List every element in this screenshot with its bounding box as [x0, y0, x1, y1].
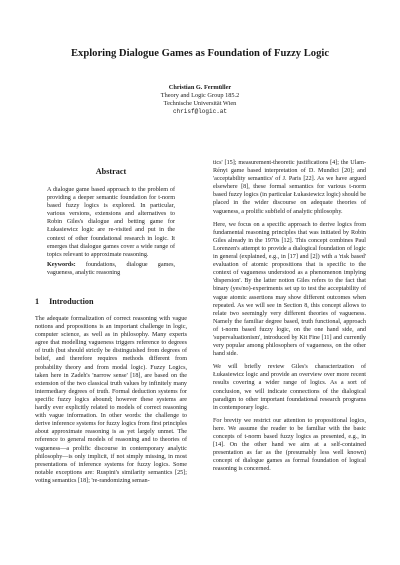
- abstract-text: A dialogue game based approach to the problem of providing a deeper semantic foundation for t-norm based fuzzy logics is explored. In particular, various versions, extensions and alternatives to Robin Giles's dialogue and betting game for Łukasiewicz logic are re-visited and put in the context of other foundational research in logic. It emerges that dialogue games cover a wide range of topics relevant to approximate reasoning.: [47, 187, 175, 258]
- keywords-label: Keywords:: [47, 261, 76, 268]
- section-title: Introduction: [49, 297, 94, 306]
- introduction-paragraph: The adequate formalization of correct reasoning with vague notions and propositions is an important challenge in logic, computer science, as well as in philosophy. Many experts agree that modelling vagueness triggers reference to degrees of truth (but should strictly be distinguished from degrees of belief, and therefore requires methods different from probability theory and from modal logic). Fuzzy Logics, taken here in Zadeh's 'narrow sense' [18], are based on the extension of the two classical truth values by infinitely many intermediary degrees of truth. Formal deduction systems for specific fuzzy logics abound; however these systems are hardly ever explicitly related to models of correct reasoning with vague information. In other words: the challenge to derive inference systems for fuzzy logics from first principles about approximate reasoning is as yet largely unmet. The reference to general models of reasoning and to theories of vagueness—a prolific discourse in contemporary analytic philosophy—is only implicit, if not simply missing, in most presentations of inference systems for fuzzy logics. Some notable exceptions are: Ruspini's similarity semantics [25]; voting semantics [18]; 're-randomizing seman-: [35, 316, 187, 484]
- right-column: [213, 159, 366, 478]
- right-paragraph-1: tics' [15]; measurement-theoretic justifications [4]; the Ulam-Rényi game based interpretation of D. Mundici [20]; and 'acceptability semantics' of J. Paris [22]. As we have argued elsewhere [8], these formal semantics for various t-norm based fuzzy logics (in particular Łukasiewicz logic) should be placed in the wider discourse on adequate theories of vagueness, a prolific subfield of analytic philosophy.: [213, 160, 366, 215]
- section-heading-introduction: [35, 297, 94, 306]
- abstract-heading: Abstract: [95, 167, 127, 176]
- affiliation-group: Theory and Logic Group 185.2: [160, 92, 240, 100]
- author-email: chrisf@logic.at: [172, 108, 227, 116]
- paper-title: Exploring Dialogue Games as Foundation of Fuzzy Logic: [70, 48, 330, 59]
- affiliation-university: Technische Universität Wien: [163, 100, 237, 108]
- keywords-text: foundations, dialogue games, vagueness, analytic reasoning: [47, 261, 175, 276]
- section-number: 1: [35, 297, 40, 306]
- author-block: [100, 84, 300, 116]
- keywords-line: [47, 261, 175, 277]
- introduction-body: [35, 315, 187, 485]
- author-name: Christian G. Fermüller: [168, 84, 232, 91]
- right-paragraph-2: Here, we focus on a specific approach to derive logics from fundamental reasoning principles that was initiated by Robin Giles already in the 1970s [12]. This concept combines Paul Lorenzen's attempt to provide a dialogical foundation of logic in general (explained, e.g., in [17] and [2]) with a 'risk based' evaluation of atomic propositions that is specific to the context of vagueness understood as a phenomenon implying 'dispersion'. By the latter notion Giles refers to the fact that binary (yes/no)-experiments set up to test the acceptability of vague atomic assertions may show different outcomes when repeated. As we will see in Section 8, this concept allows to relate two seemingly very different theories of vagueness. Namely the familiar degree based, truth functional, approach of t-norm based fuzzy logic, on the one hand side, and 'supervaluationism', introduced by Kit Fine [11] and currently very popular among philosophers of vagueness, on the other hand side.: [213, 221, 366, 358]
- right-paragraph-3: We will briefly review Giles's characterization of Łukasiewicz logic and provide an overview over more recent results covering a wider range of logics. As a sort of conclusion, we will indicate connections of the dialogical paradigm to other important foundational research programs in contemporary logic.: [213, 364, 366, 411]
- right-paragraph-4: For brevity we restrict our attention to propositional logics, here. We assume the reader to be familiar with the basic concepts of t-norm based fuzzy logics as presented, e.g., in [14]. On the other hand we aim at a self-contained presentation as far as the (presumably less well known) concept of dialogue games as formal foundation of logical reasoning is concerned.: [213, 417, 366, 473]
- abstract-body: [47, 186, 175, 277]
